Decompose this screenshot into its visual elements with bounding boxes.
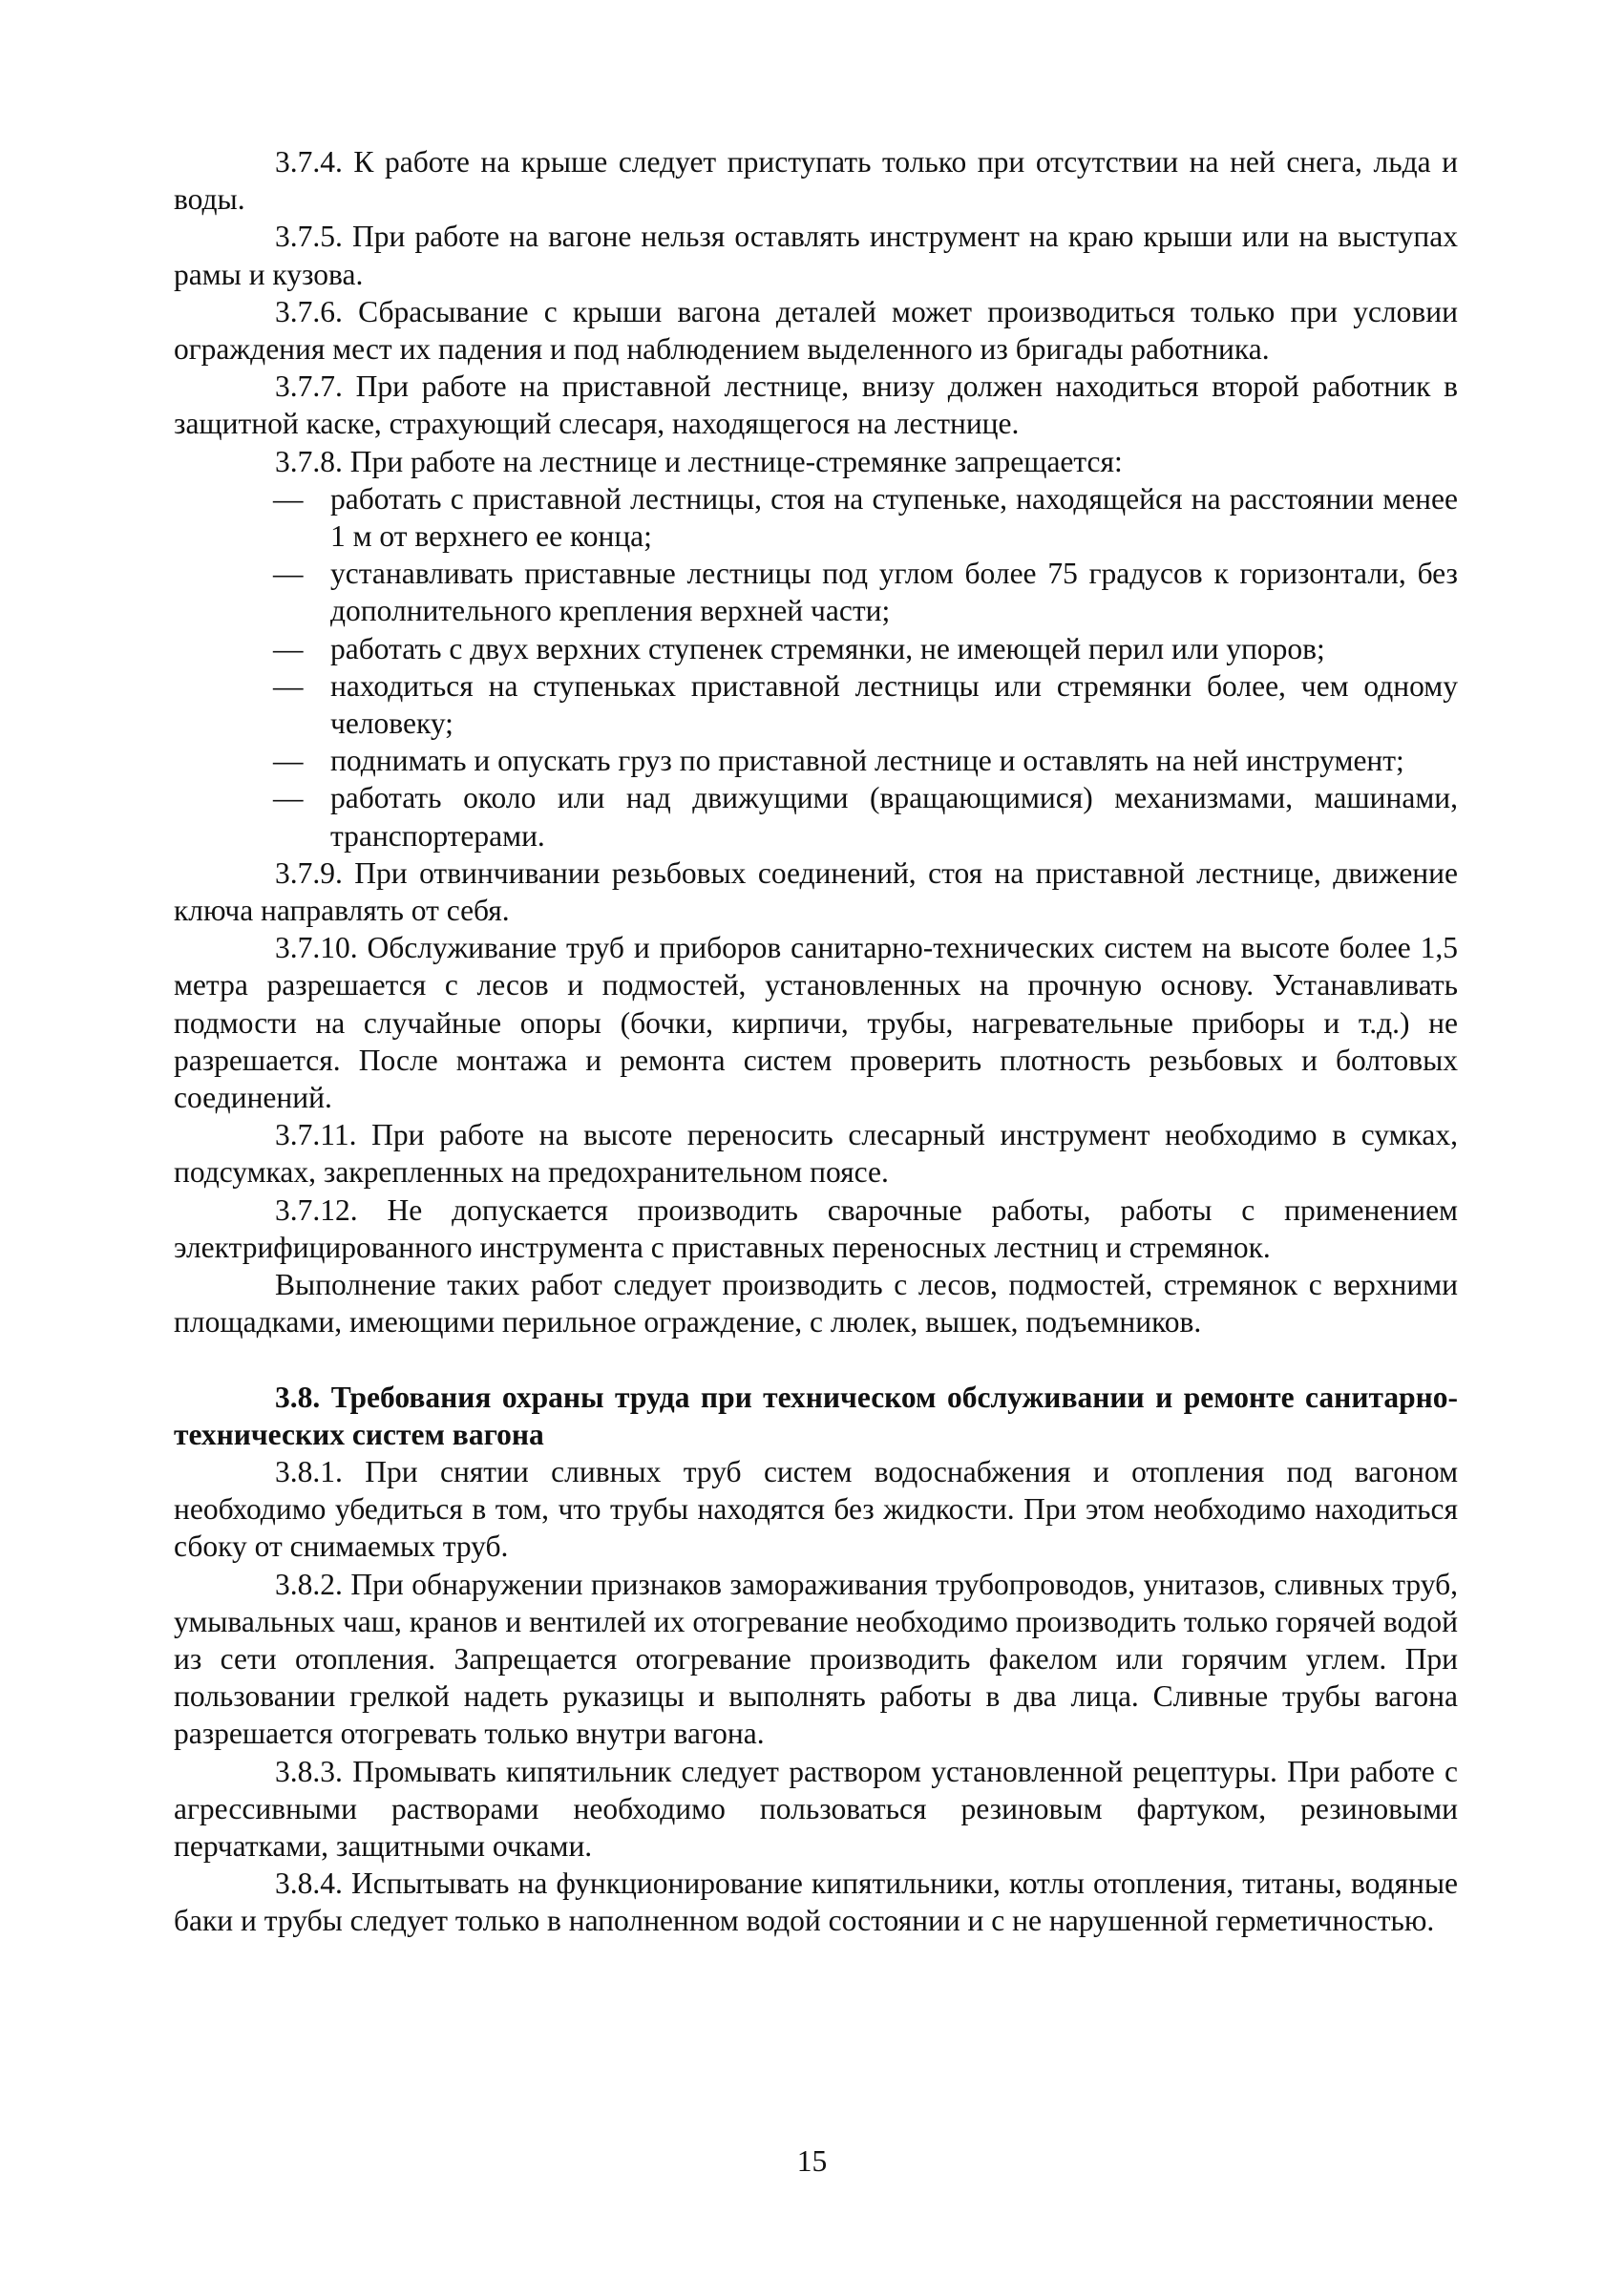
list-item (174, 480, 1458, 555)
paragraph-3-7-12-continued: Выполнение таких работ следует производить с лесов, подмостей, стремянок с верхними площадками, имеющими перильное ограждение, с люлек, вышек, подъемников. (174, 1268, 1458, 1339)
list-item-text: работать с приставной лестницы, стоя на ступеньке, находящейся на расстоянии менее 1 м от верхнего ее конца; (330, 481, 1458, 554)
dash-marker: — (273, 744, 304, 778)
paragraph-3-7-5: 3.7.5. При работе на вагоне нельзя оставлять инструмент на краю крыши или на выступах рамы и кузова. (174, 220, 1458, 291)
paragraph-3-8-2: 3.8.2. При обнаружении признаков замораживания трубопроводов, унитазов, сливных труб, умывальных чаш, кранов и вентилей их отогревание необходимо производить только горячей водой из сети отопления. Запрещается отогревание производить факелом или горячим углем. При пользовании грелкой надеть руказицы и выполнять работы в два лица. Сливные трубы вагона разрешается отогревать только внутри вагона. (174, 1567, 1458, 1751)
list-item-text: находиться на ступеньках приставной лестницы или стремянки более, чем одному человеку; (330, 668, 1458, 741)
list-item (174, 630, 1458, 667)
list-item-text: поднимать и опускать груз по приставной лестнице и оставлять на ней инструмент; (330, 744, 1404, 778)
dash-marker: — (273, 557, 304, 591)
dash-marker: — (273, 781, 304, 815)
paragraph-3-8-1: 3.8.1. При снятии сливных труб систем водоснабжения и отопления под вагоном необходимо убедиться в том, что трубы находятся без жидкости. При этом необходимо находиться сбоку от снимаемых труб. (174, 1454, 1458, 1564)
list-item-text: работать около или над движущими (вращающимися) механизмами, машинами, транспортерами. (330, 781, 1458, 853)
list-item (174, 779, 1458, 854)
paragraph-3-7-11: 3.7.11. При работе на высоте переносить слесарный инструмент необходимо в сумках, подсумках, закрепленных на предохранительном поясе. (174, 1118, 1458, 1190)
list-item (174, 742, 1458, 779)
paragraph-3-7-6: 3.7.6. Сбрасывание с крыши вагона деталей может производиться только при условии ограждения мест их падения и под наблюдением выделенного из бригады работника. (174, 294, 1458, 367)
paragraph-3-8-3: 3.8.3. Промывать кипятильник следует раствором установленной рецептуры. При работе с агрессивными растворами необходимо пользоваться резиновым фартуком, резиновыми перчатками, защитными очками. (174, 1754, 1458, 1863)
paragraph-3-7-7: 3.7.7. При работе на приставной лестнице, внизу должен находиться второй работник в защитной каске, страхующий слесаря, находящегося на лестнице. (174, 369, 1458, 441)
paragraph-3-7-12: 3.7.12. Не допускается производить сварочные работы, работы с применением электрифицированного инструмента с приставных переносных лестниц и стремянок. (174, 1192, 1458, 1264)
paragraph-3-7-9: 3.7.9. При отвинчивании резьбовых соединений, стоя на приставной лестнице, движение ключа направлять от себя. (174, 855, 1458, 928)
document-page (174, 143, 1458, 1940)
paragraph-3-7-4: 3.7.4. К работе на крыше следует приступать только при отсутствии на ней снега, льда и воды. (174, 145, 1458, 217)
list-item-text: устанавливать приставные лестницы под углом более 75 градусов к горизонтали, без дополнительного крепления верхней части; (330, 557, 1458, 628)
list-item-text: работать с двух верхних ступенек стремянки, не имеющей перил или упоров; (330, 631, 1325, 665)
page-number: 15 (796, 2144, 828, 2178)
dash-marker: — (273, 481, 304, 516)
dash-marker: — (273, 631, 304, 665)
prohibitions-list (174, 480, 1458, 854)
paragraph-3-7-8: 3.7.8. При работе на лестнице и лестнице-стремянке запрещается: (275, 444, 1123, 478)
paragraph-3-7-10: 3.7.10. Обслуживание труб и приборов санитарно-технических систем на высоте более 1,5 метра разрешается с лесов и подмостей, установленных на прочную основу. Устанавливать подмости на случайные опоры (бочки, кирпичи, трубы, нагревательные приборы и т.д.) не разрешается. После монтажа и ремонта систем проверить плотность резьбовых и болтовых соединений. (174, 931, 1458, 1115)
dash-marker: — (273, 668, 304, 703)
list-item (174, 555, 1458, 629)
section-heading-3-8: 3.8. Требования охраны труда при техническом обслуживании и ремонте санитарно-технических систем вагона (174, 1380, 1458, 1451)
paragraph-3-8-4: 3.8.4. Испытывать на функционирование кипятильники, котлы отопления, титаны, водяные баки и трубы следует только в наполненном водой состоянии и с не нарушенной герметичностью. (174, 1867, 1458, 1938)
list-item (174, 667, 1458, 742)
